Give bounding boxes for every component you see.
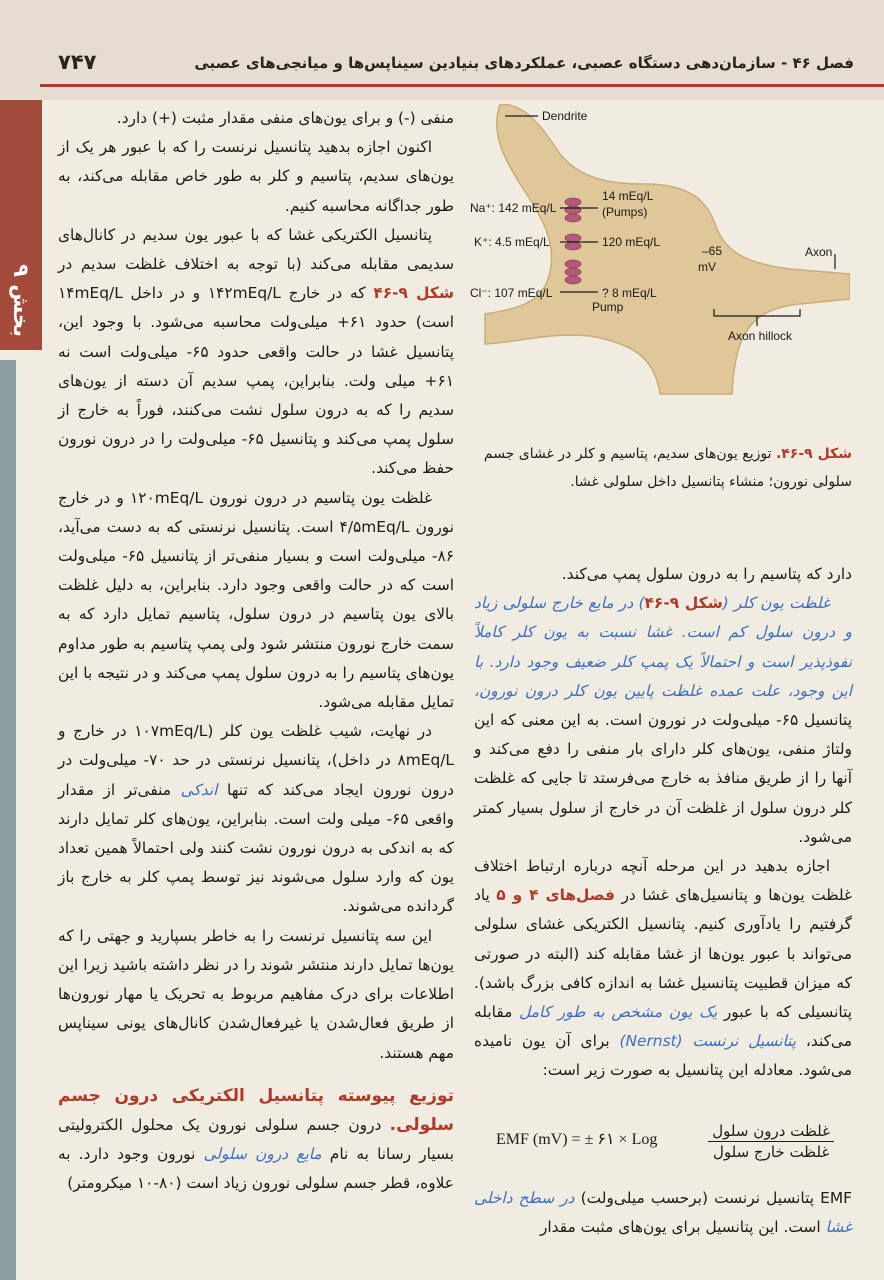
potassium-inside-label: 120 mEq/L	[602, 235, 661, 249]
emphasis-text: پتانسیل نرنست (Nernst)	[619, 1032, 797, 1051]
emphasis-text: یک یون مشخص به طور کامل	[519, 1003, 718, 1022]
membrane-potential-value: –65	[702, 244, 723, 258]
figure-reference: شکل ۹-۴۶	[373, 284, 454, 303]
section-side-tab-label: بخش ۹	[9, 264, 33, 337]
figure-caption	[474, 440, 852, 496]
side-strip	[0, 360, 16, 1280]
paragraph: اجازه بدهید در این مرحله آنچه درباره ارتباط اختلاف غلظت یون‌ها و پتانسیل‌های غشا در فصل‌های ۴ و ۵ یاد گرفتیم را یادآوری کنیم. پتانسیل الکتریکی غشای سلولی می‌تواند با عبور یون‌ها از غشا مقابله کند (البته در صورتی که میزان قطبیت پتانسیل غشا به اندازه کافی بزرگ باشد). پتانسیلی که با عبور یک یون مشخص به طور کامل مقابله می‌کند، پتانسیل نرنست (Nernst) برای آن یون نامیده می‌شود. معادله این پتانسیل به صورت زیر است:	[474, 857, 852, 1080]
right-text-column	[474, 560, 852, 1086]
figure-caption-text: توزیع یون‌های سدیم، پتاسیم و کلر در غشای جسم سلولی نورون؛ منشاء پتانسیل داخل سلولی غشا.	[483, 446, 852, 490]
equation-numerator: غلظت درون سلول	[708, 1122, 834, 1142]
membrane-potential-unit: mV	[698, 260, 716, 274]
potassium-outside-label: K⁺: 4.5 mEq/L	[474, 235, 550, 249]
emphasis-text: اندکی	[180, 780, 218, 799]
paragraph: این سه پتانسیل نرنست را به خاطر بسپارید و جهتی را که یون‌ها تمایل دارند منتشر شوند را در نظر داشته باشید زیرا این اطلاعات برای درک مفاهیم مربوط به تحریک یا مهار نورون‌ها از طریق فعال‌شدن یا غیرفعال‌شدن کانال‌های یونی سیناپس مهم هستند.	[58, 926, 454, 1062]
paragraph: اکنون اجازه بدهید پتانسیل نرنست را که با عبور هر یک از یون‌های سدیم، پتاسیم و کلر به طور خاص مقابله می‌کند، به طور جداگانه محاسبه کنیم.	[58, 138, 454, 215]
equation-left-side: EMF (mV) = ± ۶۱ × Log	[496, 1131, 658, 1148]
paragraph: توزیع پیوسته پتانسیل الکتریکی درون جسم سلولی. درون جسم سلولی نورون یک محلول الکترولیتی بسیار رسانا به نام مایع درون سلولی نورون وجود دارد. به علاوه، قطر جسم سلولی نورون زیاد است (۸۰-۱۰ میکرومتر)	[58, 1085, 454, 1193]
pumps-label: (Pumps)	[602, 205, 648, 219]
chapter-reference: فصل‌های ۴ و ۵	[496, 886, 616, 905]
neuron-figure	[470, 104, 850, 434]
paragraph: منفی (-) و برای یون‌های منفی مقدار مثبت (+) دارد.	[116, 109, 454, 127]
axon-hillock-label: Axon hillock	[728, 329, 793, 343]
pump-label: Pump	[592, 300, 624, 314]
page-number: ۷۴۷	[58, 50, 97, 74]
chapter-title: فصل ۴۶ - سازمان‌دهی دستگاه عصبی، عملکردهای بنیادین سیناپس‌ها و میانجی‌های عصبی	[194, 54, 854, 72]
ion-channels	[565, 198, 581, 284]
axon-label: Axon	[805, 245, 833, 259]
figure-caption-label: شکل ۹-۴۶.	[775, 446, 852, 462]
equation-denominator: غلظت خارج سلول	[712, 1143, 830, 1161]
emphasis-text: مایع درون سلولی	[203, 1145, 322, 1164]
neuron-body-shape	[485, 104, 850, 394]
dendrite-label: Dendrite	[542, 109, 588, 123]
header-rule	[40, 84, 884, 87]
neuron-diagram	[470, 104, 850, 434]
section-heading: توزیع پیوسته پتانسیل الکتریکی درون جسم سلولی.	[58, 1085, 454, 1135]
paragraph: پتانسیل الکتریکی غشا که با عبور یون سدیم در کانال‌های سدیمی مقابله می‌کند (با توجه به اختلاف غلظت سدیم در شکل ۹-۴۶ که در خارج ۱۴۲mEq/L و در داخل ۱۴mEq/L است) حدود ۶۱+ میلی‌ولت محاسبه می‌شود. با وجود این، پتانسیل غشا در حالت واقعی حدود ۶۵- میلی‌ولت است نه ۶۱+ میلی ولت. بنابراین، پمپ سدیم آن دسته از یون‌های سدیم را که به درون سلول نشت می‌کنند، فوراً به خارج از سلول پمپ می‌کند و پتانسیل ۶۵- میلی‌ولت را در درون نورون حفظ می‌کند.	[58, 225, 454, 478]
chloride-outside-label: Cl⁻: 107 mEq/L	[470, 286, 553, 300]
right-text-column-end	[474, 1184, 852, 1242]
sodium-outside-label: Na⁺: 142 mEq/L	[470, 201, 557, 215]
figure-reference: شکل ۹-۴۶	[644, 594, 723, 613]
paragraph: غلظت یون کلر (شکل ۹-۴۶) در مایع خارج سلولی زیاد و درون سلول کم است. غشا نسبت به یون کلر کاملاً نفوذپذیر است و احتمالاً یک پمپ کلر ضعیف وجود دارد. با این وجود، علت عمده غلظت پایین یون کلر درون نورون، پتانسیل ۶۵- میلی‌ولت در نورون است. به این معنی که این ولتاژ منفی، یون‌های کلر دارای بار منفی را دفع می‌کند و آنها را از طریق منافذ به خارج می‌فرستد تا جایی که غلظت کلر درون سلول از غلظت آن در خارج از سلول بسیار کمتر می‌شود.	[474, 594, 852, 846]
section-side-tab	[0, 100, 42, 350]
paragraph: غلظت یون پتاسیم در درون نورون ۱۲۰mEq/L و در خارج نورون ۴/۵mEq/L است. پتانسیل نرنستی که به دست می‌آید، ۸۶- میلی‌ولت است و بسیار منفی‌تر از پتانسیل ۶۵- میلی‌ولت است که در حالت واقعی وجود دارد. بنابراین، به دلیل غلظت بالای یون پتاسیم در درون سلول، پتاسیم تمایل دارد که به سمت خارج نورون منتشر شود ولی پمپ پتاسیم به طور مداوم یون‌های پتاسیم را به درون سلول پمپ می‌کند و در نتیجه با این تمایل مقابله می‌شود.	[58, 488, 454, 712]
paragraph: EMF پتانسیل نرنست (برحسب میلی‌ولت) در سطح داخلی غشا است. این پتانسیل برای یون‌های مثبت مقدار	[474, 1189, 853, 1237]
paragraph: دارد که پتاسیم را به درون سلول پمپ می‌کند.	[561, 565, 852, 583]
emphasis-text: در سطح داخلی غشا	[474, 1189, 852, 1237]
sodium-inside-label: 14 mEq/L	[602, 189, 654, 203]
equation-fraction	[708, 1122, 834, 1161]
left-text-column	[58, 104, 454, 1199]
paragraph: در نهایت، شیب غلظت یون کلر (۱۰۷mEq/L در خارج و ۸mEq/L در داخل)، پتانسیل نرنستی در حد ۷۰- میلی‌ولت در درون نورون ایجاد می‌کند که تنها اندکی منفی‌تر از مقدار واقعی ۶۵- میلی ولت است. بنابراین، یون‌های کلر تمایل دارند که به اندکی به درون نورون نشت کنند ولی احتمالاً همین تعداد یون که وارد سلول می‌شوند نیز توسط پمپ کلر به خارج باز گردانده می‌شوند.	[58, 722, 454, 916]
chloride-inside-label: ? 8 mEq/L	[602, 286, 657, 300]
